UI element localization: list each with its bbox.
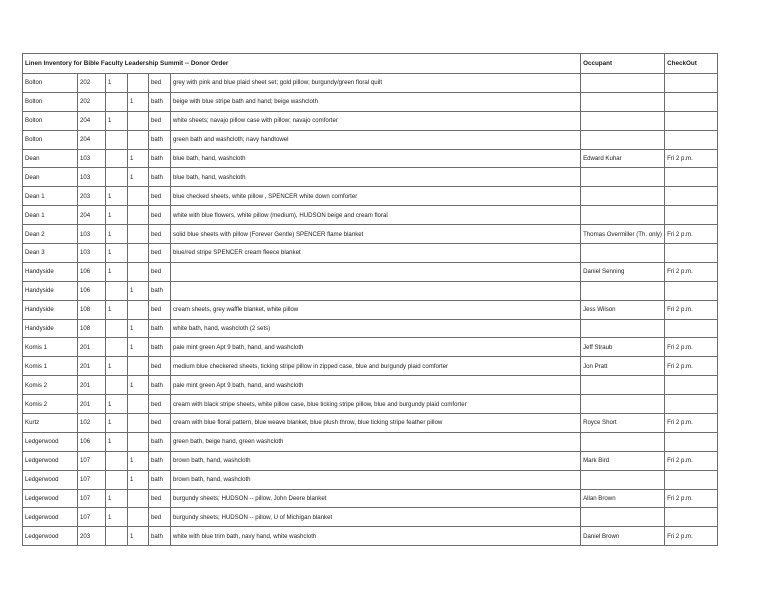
cell-room[interactable]: 107 (78, 489, 106, 508)
cell-type[interactable]: bed (149, 187, 171, 206)
cell-occupant[interactable]: Edward Kuhar (581, 149, 665, 168)
cell-bed-count[interactable]: 1 (106, 357, 128, 376)
cell-description[interactable]: brown bath, hand, washcloth (171, 470, 581, 489)
cell-room[interactable]: 102 (78, 414, 106, 433)
cell-bed-count[interactable]: 1 (106, 74, 128, 93)
cell-occupant[interactable] (581, 244, 665, 263)
cell-occupant[interactable] (581, 74, 665, 93)
cell-checkout[interactable]: Fri 2 p.m. (665, 451, 718, 470)
cell-type[interactable]: bath (149, 281, 171, 300)
table-row[interactable] (23, 300, 718, 319)
cell-bath-count[interactable]: 1 (128, 376, 149, 395)
cell-type[interactable]: bed (149, 206, 171, 225)
cell-bed-count[interactable]: 1 (106, 225, 128, 244)
cell-room[interactable]: 201 (78, 395, 106, 414)
column-header-checkout: CheckOut (665, 54, 718, 74)
cell-description[interactable]: cream sheets, grey waffle blanket, white pillow (171, 300, 581, 319)
cell-bed-count[interactable] (106, 168, 128, 187)
cell-bed-count[interactable]: 1 (106, 262, 128, 281)
table-row[interactable] (23, 187, 718, 206)
cell-bed-count[interactable] (106, 451, 128, 470)
cell-name[interactable]: Komis 2 (23, 395, 78, 414)
table-row[interactable] (23, 319, 718, 338)
cell-occupant[interactable]: Jon Pratt (581, 357, 665, 376)
cell-description[interactable]: burgundy sheets; HUDSON -- pillow, John Deere blanket (171, 489, 581, 508)
cell-occupant[interactable]: Jess Wilson (581, 300, 665, 319)
cell-name[interactable]: Ledgerwood (23, 470, 78, 489)
cell-bath-count[interactable] (128, 357, 149, 376)
cell-bed-count[interactable]: 1 (106, 300, 128, 319)
cell-room[interactable]: 103 (78, 244, 106, 263)
table-row[interactable] (23, 92, 718, 111)
cell-room[interactable]: 203 (78, 187, 106, 206)
cell-bath-count[interactable]: 1 (128, 319, 149, 338)
cell-description[interactable]: grey with pink and blue plaid sheet set; gold pillow; burgundy/green floral quilt (171, 74, 581, 93)
cell-type[interactable]: bed (149, 489, 171, 508)
cell-room[interactable]: 108 (78, 319, 106, 338)
cell-checkout[interactable]: Fri 2 p.m. (665, 527, 718, 546)
cell-type[interactable]: bed (149, 395, 171, 414)
cell-checkout[interactable] (665, 244, 718, 263)
cell-checkout[interactable] (665, 395, 718, 414)
table-body (23, 74, 718, 546)
cell-checkout[interactable] (665, 92, 718, 111)
cell-checkout[interactable]: Fri 2 p.m. (665, 225, 718, 244)
cell-checkout[interactable]: Fri 2 p.m. (665, 489, 718, 508)
cell-description[interactable] (171, 262, 581, 281)
cell-name[interactable]: Bolton (23, 130, 78, 149)
cell-bath-count[interactable] (128, 414, 149, 433)
cell-type[interactable]: bath (149, 451, 171, 470)
table-row[interactable] (23, 527, 718, 546)
cell-type[interactable]: bath (149, 376, 171, 395)
cell-name[interactable]: Handyside (23, 300, 78, 319)
cell-room[interactable]: 106 (78, 432, 106, 451)
cell-description[interactable]: brown bath, hand, washcloth (171, 451, 581, 470)
cell-occupant[interactable]: Jeff Straub (581, 338, 665, 357)
cell-bed-count[interactable] (106, 92, 128, 111)
cell-name[interactable]: Bolton (23, 74, 78, 93)
cell-description[interactable]: cream with black stripe sheets, white pillow case, blue ticking stripe pillow, blue and burgundy plaid comforter (171, 395, 581, 414)
cell-name[interactable]: Kurtz (23, 414, 78, 433)
cell-name[interactable]: Dean (23, 168, 78, 187)
cell-room[interactable]: 201 (78, 357, 106, 376)
cell-name[interactable]: Ledgerwood (23, 508, 78, 527)
cell-checkout[interactable]: Fri 2 p.m. (665, 262, 718, 281)
table-row[interactable] (23, 262, 718, 281)
cell-occupant[interactable]: Thomas Overmiller (Th. only) (581, 225, 665, 244)
cell-name[interactable]: Handyside (23, 262, 78, 281)
cell-room[interactable]: 107 (78, 470, 106, 489)
cell-room[interactable]: 108 (78, 300, 106, 319)
cell-room[interactable]: 103 (78, 149, 106, 168)
cell-bed-count[interactable]: 1 (106, 414, 128, 433)
cell-checkout[interactable] (665, 111, 718, 130)
cell-type[interactable]: bed (149, 414, 171, 433)
cell-checkout[interactable] (665, 206, 718, 225)
cell-bath-count[interactable] (128, 395, 149, 414)
cell-description[interactable]: white with blue trim bath, navy hand, white washcloth (171, 527, 581, 546)
cell-description[interactable]: blue/red stripe SPENCER cream fleece blanket (171, 244, 581, 263)
cell-type[interactable]: bed (149, 357, 171, 376)
cell-bed-count[interactable]: 1 (106, 395, 128, 414)
table-row[interactable] (23, 432, 718, 451)
cell-checkout[interactable] (665, 168, 718, 187)
cell-type[interactable]: bath (149, 92, 171, 111)
cell-type[interactable]: bed (149, 225, 171, 244)
table-row[interactable] (23, 489, 718, 508)
cell-room[interactable]: 107 (78, 451, 106, 470)
cell-bed-count[interactable]: 1 (106, 111, 128, 130)
cell-name[interactable]: Bolton (23, 111, 78, 130)
cell-type[interactable]: bath (149, 432, 171, 451)
cell-type[interactable]: bed (149, 111, 171, 130)
cell-description[interactable]: white with blue flowers, white pillow (medium), HUDSON beige and cream floral (171, 206, 581, 225)
cell-bath-count[interactable] (128, 225, 149, 244)
cell-bath-count[interactable]: 1 (128, 451, 149, 470)
cell-occupant[interactable] (581, 111, 665, 130)
cell-bed-count[interactable] (106, 470, 128, 489)
cell-checkout[interactable] (665, 74, 718, 93)
cell-description[interactable]: burgundy sheets; HUDSON -- pillow, U of Michigan blanket (171, 508, 581, 527)
cell-occupant[interactable]: Mark Bird (581, 451, 665, 470)
cell-bath-count[interactable] (128, 300, 149, 319)
cell-occupant[interactable]: Allan Brown (581, 489, 665, 508)
cell-type[interactable]: bed (149, 74, 171, 93)
cell-name[interactable]: Dean 1 (23, 187, 78, 206)
cell-occupant[interactable] (581, 508, 665, 527)
cell-bed-count[interactable] (106, 527, 128, 546)
cell-name[interactable]: Ledgerwood (23, 451, 78, 470)
cell-description[interactable]: medium blue checkered sheets, ticking stripe pillow in zipped case, blue and burgundy plaid comforter (171, 357, 581, 376)
cell-occupant[interactable] (581, 395, 665, 414)
cell-name[interactable]: Komis 1 (23, 357, 78, 376)
cell-name[interactable]: Dean 2 (23, 225, 78, 244)
cell-bath-count[interactable] (128, 508, 149, 527)
cell-bath-count[interactable] (128, 206, 149, 225)
cell-room[interactable]: 202 (78, 92, 106, 111)
table-row[interactable] (23, 414, 718, 433)
cell-bed-count[interactable] (106, 376, 128, 395)
cell-occupant[interactable] (581, 376, 665, 395)
table-row[interactable] (23, 508, 718, 527)
cell-bed-count[interactable]: 1 (106, 432, 128, 451)
cell-bath-count[interactable]: 1 (128, 338, 149, 357)
cell-checkout[interactable]: Fri 2 p.m. (665, 149, 718, 168)
cell-bath-count[interactable] (128, 130, 149, 149)
cell-bath-count[interactable]: 1 (128, 470, 149, 489)
cell-description[interactable]: blue bath, hand, washcloth (171, 168, 581, 187)
cell-bath-count[interactable] (128, 187, 149, 206)
cell-checkout[interactable]: Fri 2 p.m. (665, 357, 718, 376)
cell-bath-count[interactable] (128, 244, 149, 263)
cell-type[interactable]: bath (149, 149, 171, 168)
cell-name[interactable]: Komis 2 (23, 376, 78, 395)
cell-bath-count[interactable] (128, 74, 149, 93)
cell-bed-count[interactable] (106, 130, 128, 149)
cell-checkout[interactable]: Fri 2 p.m. (665, 300, 718, 319)
table-row[interactable] (23, 281, 718, 300)
table-header (23, 54, 718, 74)
cell-type[interactable]: bath (149, 470, 171, 489)
cell-room[interactable]: 203 (78, 527, 106, 546)
cell-description[interactable]: white bath, hand, washcloth (2 sets) (171, 319, 581, 338)
cell-checkout[interactable] (665, 508, 718, 527)
cell-name[interactable]: Dean 1 (23, 206, 78, 225)
cell-type[interactable]: bath (149, 527, 171, 546)
cell-bath-count[interactable] (128, 111, 149, 130)
cell-occupant[interactable] (581, 432, 665, 451)
cell-bath-count[interactable]: 1 (128, 92, 149, 111)
cell-name[interactable]: Dean (23, 149, 78, 168)
cell-occupant[interactable] (581, 168, 665, 187)
cell-bed-count[interactable]: 1 (106, 206, 128, 225)
cell-bed-count[interactable] (106, 149, 128, 168)
cell-type[interactable]: bed (149, 300, 171, 319)
column-header-occupant: Occupant (581, 54, 665, 74)
cell-occupant[interactable] (581, 92, 665, 111)
table-row[interactable] (23, 225, 718, 244)
cell-type[interactable]: bed (149, 508, 171, 527)
table-row[interactable] (23, 395, 718, 414)
cell-room[interactable]: 106 (78, 281, 106, 300)
cell-occupant[interactable] (581, 130, 665, 149)
cell-checkout[interactable] (665, 187, 718, 206)
cell-name[interactable]: Komis 1 (23, 338, 78, 357)
cell-description[interactable]: cream with blue floral pattern, blue weave blanket, blue plush throw, blue ticking stripe feather pillow (171, 414, 581, 433)
cell-name[interactable]: Dean 3 (23, 244, 78, 263)
cell-occupant[interactable]: Daniel Brown (581, 527, 665, 546)
cell-bed-count[interactable]: 1 (106, 187, 128, 206)
cell-bath-count[interactable] (128, 262, 149, 281)
cell-bed-count[interactable] (106, 281, 128, 300)
cell-bed-count[interactable] (106, 319, 128, 338)
table-row[interactable] (23, 338, 718, 357)
cell-occupant[interactable] (581, 206, 665, 225)
cell-description[interactable]: beige with blue stripe bath and hand; beige washcloth (171, 92, 581, 111)
cell-type[interactable]: bath (149, 168, 171, 187)
cell-type[interactable]: bath (149, 130, 171, 149)
table-row[interactable] (23, 74, 718, 93)
cell-name[interactable]: Ledgerwood (23, 432, 78, 451)
table-row[interactable] (23, 149, 718, 168)
cell-room[interactable]: 103 (78, 168, 106, 187)
cell-room[interactable]: 103 (78, 225, 106, 244)
cell-room[interactable]: 204 (78, 206, 106, 225)
cell-bed-count[interactable]: 1 (106, 489, 128, 508)
cell-type[interactable]: bed (149, 262, 171, 281)
cell-description[interactable]: solid blue sheets with pillow (Forever Gentle) SPENCER flame blanket (171, 225, 581, 244)
cell-type[interactable]: bath (149, 338, 171, 357)
table-row[interactable] (23, 111, 718, 130)
cell-name[interactable]: Ledgerwood (23, 489, 78, 508)
cell-description[interactable] (171, 281, 581, 300)
cell-checkout[interactable]: Fri 2 p.m. (665, 338, 718, 357)
cell-checkout[interactable] (665, 319, 718, 338)
cell-occupant[interactable]: Daniel Senning (581, 262, 665, 281)
cell-room[interactable]: 106 (78, 262, 106, 281)
table-row[interactable] (23, 206, 718, 225)
cell-room[interactable]: 201 (78, 338, 106, 357)
cell-room[interactable]: 204 (78, 130, 106, 149)
cell-checkout[interactable] (665, 376, 718, 395)
cell-occupant[interactable] (581, 319, 665, 338)
cell-bath-count[interactable] (128, 432, 149, 451)
cell-bath-count[interactable]: 1 (128, 527, 149, 546)
cell-description[interactable]: white sheets; navajo pillow case with pillow; navajo comforter (171, 111, 581, 130)
cell-checkout[interactable] (665, 432, 718, 451)
cell-name[interactable]: Handyside (23, 319, 78, 338)
table-row[interactable] (23, 470, 718, 489)
cell-bath-count[interactable]: 1 (128, 281, 149, 300)
table-row[interactable] (23, 130, 718, 149)
cell-checkout[interactable] (665, 470, 718, 489)
cell-description[interactable]: blue checked sheets, white pillow , SPENCER white down comforter (171, 187, 581, 206)
cell-room[interactable]: 202 (78, 74, 106, 93)
table-row[interactable] (23, 244, 718, 263)
linen-inventory-table (22, 53, 718, 546)
cell-occupant[interactable] (581, 187, 665, 206)
cell-bath-count[interactable] (128, 489, 149, 508)
cell-description[interactable]: pale mint green Apt 9 bath, hand, and washcloth (171, 338, 581, 357)
spreadsheet-container (22, 53, 717, 546)
cell-description[interactable]: pale mint green Apt 9 bath, hand, and washcloth (171, 376, 581, 395)
cell-name[interactable]: Ledgerwood (23, 527, 78, 546)
cell-bath-count[interactable]: 1 (128, 168, 149, 187)
cell-type[interactable]: bath (149, 319, 171, 338)
cell-room[interactable]: 107 (78, 508, 106, 527)
table-row[interactable] (23, 357, 718, 376)
cell-checkout[interactable] (665, 281, 718, 300)
cell-occupant[interactable] (581, 281, 665, 300)
cell-occupant[interactable]: Royce Short (581, 414, 665, 433)
table-row[interactable] (23, 376, 718, 395)
cell-checkout[interactable] (665, 130, 718, 149)
cell-description[interactable]: blue bath, hand, washcloth (171, 149, 581, 168)
cell-occupant[interactable] (581, 470, 665, 489)
document-title: Linen Inventory for Bible Faculty Leadership Summit -- Donor Order (23, 54, 581, 74)
table-row[interactable] (23, 451, 718, 470)
cell-room[interactable]: 204 (78, 111, 106, 130)
cell-name[interactable]: Bolton (23, 92, 78, 111)
table-row[interactable] (23, 168, 718, 187)
table-title-row (23, 54, 718, 74)
cell-bed-count[interactable]: 1 (106, 508, 128, 527)
cell-room[interactable]: 201 (78, 376, 106, 395)
cell-name[interactable]: Handyside (23, 281, 78, 300)
cell-description[interactable]: green bath, beige hand, green washcloth (171, 432, 581, 451)
cell-type[interactable]: bed (149, 244, 171, 263)
cell-description[interactable]: green bath and washcloth; navy handtowel (171, 130, 581, 149)
cell-checkout[interactable]: Fri 2 p.m. (665, 414, 718, 433)
cell-bath-count[interactable]: 1 (128, 149, 149, 168)
cell-bed-count[interactable] (106, 338, 128, 357)
cell-bed-count[interactable]: 1 (106, 244, 128, 263)
